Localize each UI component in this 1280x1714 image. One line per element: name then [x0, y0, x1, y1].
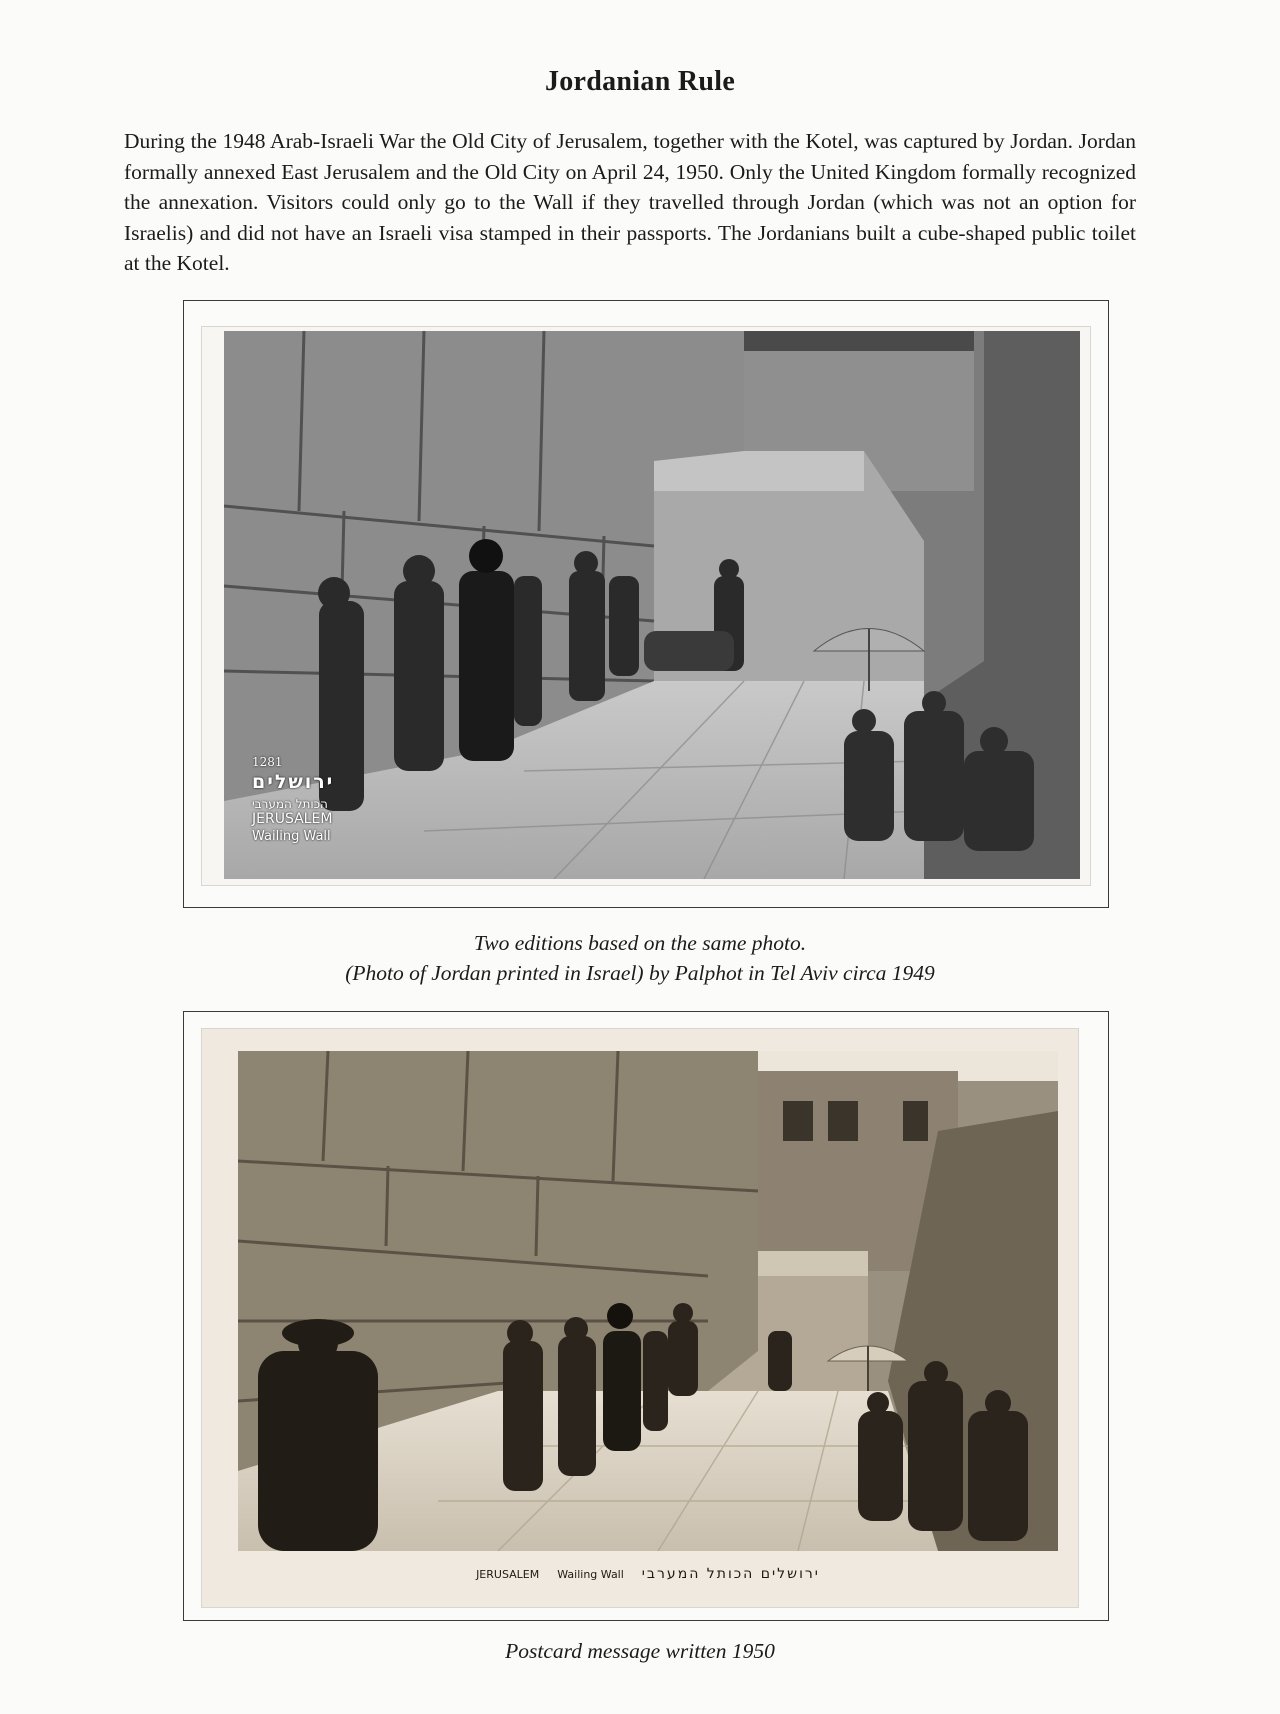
intro-paragraph: During the 1948 Arab-Israeli War the Old City of Jerusalem, together with the Kotel, was captured by Jordan. Jordan formally annexed East Jerusalem and the Old City on April 24, 1950. Only the United Kingdom formally recognized the annexation. Visitors could only go to the Wall if they travelled through Jordan (which was not an option for Israelis) and did not have an Israeli visa stamped in their passports. The Jordanians built a cube-shaped public toilet at the Kotel. — [124, 129, 1136, 275]
postcard-2-caption — [238, 1559, 1058, 1589]
postcard-1 — [202, 327, 1090, 885]
postcard-frame-1 — [183, 300, 1109, 908]
postcard-2-hebrew: ירושלים הכותל המערבי — [641, 1566, 820, 1582]
wailing-wall-photo-2 — [238, 1051, 1058, 1551]
caption-1-line-1: Two editions based on the same photo. — [473, 931, 807, 955]
place-label: Wailing Wall — [252, 829, 331, 844]
caption-1-line-2: (Photo of Jordan printed in Israel) by Palphot in Tel Aviv circa 1949 — [345, 961, 935, 985]
postcard-frame-2 — [183, 1011, 1109, 1621]
postcard-2-place: Wailing Wall — [557, 1567, 624, 1581]
postcard-number: 1281 — [252, 755, 283, 769]
photo-illustration-1 — [224, 331, 1080, 879]
postcard-2 — [202, 1029, 1078, 1607]
postcard-2-city: JERUSALEM — [476, 1567, 540, 1581]
hebrew-city-label: ירושלים — [252, 771, 335, 793]
caption-1 — [0, 928, 1280, 988]
page-title: Jordanian Rule — [544, 66, 736, 97]
wailing-wall-photo-1 — [224, 331, 1080, 879]
caption-2: Postcard message written 1950 — [505, 1639, 775, 1663]
photo-illustration-2 — [238, 1051, 1058, 1551]
city-label: JERUSALEM — [252, 811, 333, 827]
hebrew-place-label: הכותל המערבי — [252, 797, 328, 811]
